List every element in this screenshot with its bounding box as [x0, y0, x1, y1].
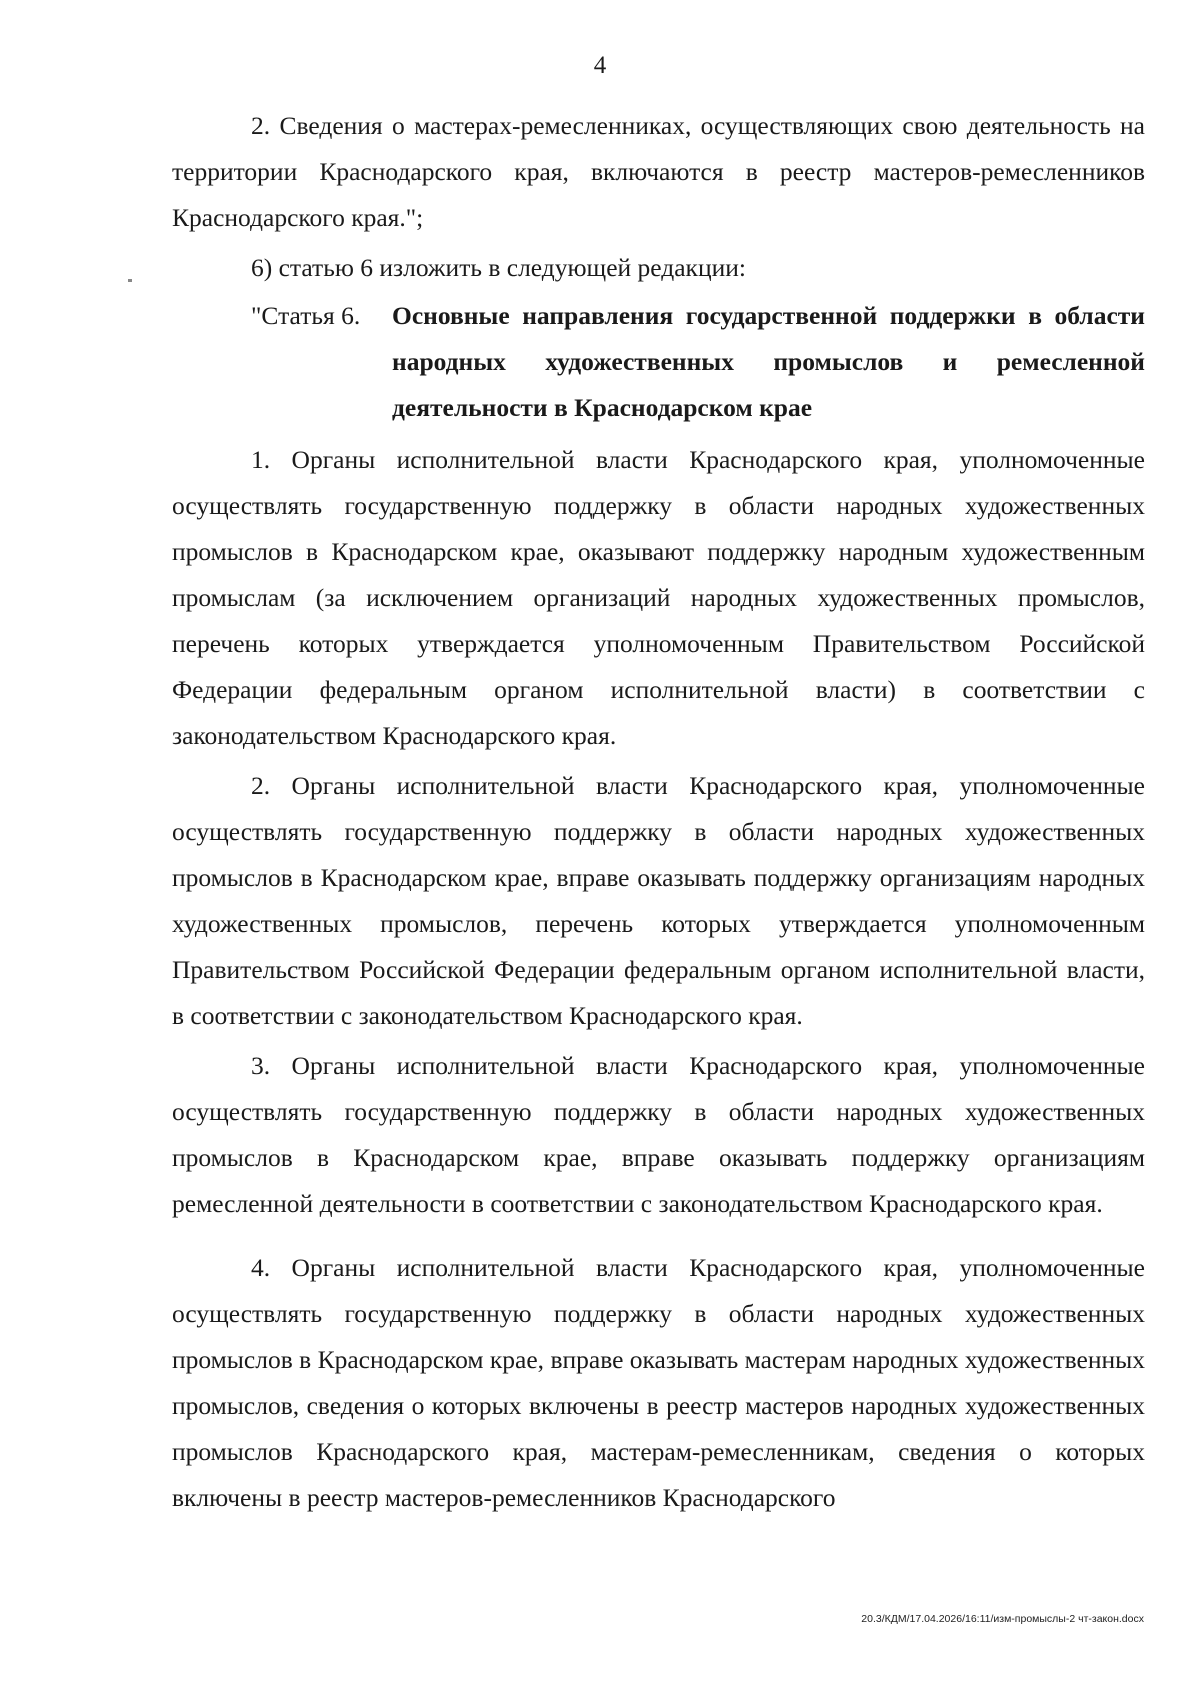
- article-number: "Статья 6.: [251, 301, 361, 330]
- article-paragraph-2: 2. Органы исполнительной власти Краснодарского края, уполномоченные осуществлять государственную поддержку в области народных художественных промыслов в Краснодарском крае, вправе оказывать поддержку организациям народных художественных промыслов, перечень которых утверждается уполномоченным Правительством Российской Федерации федеральным органом исполнительной власти, в соответствии с законодательством Краснодарского края.: [172, 771, 1145, 1030]
- article-paragraph-3: 3. Органы исполнительной власти Краснодарского края, уполномоченные осуществлять государственную поддержку в области народных художественных промыслов в Краснодарском крае, вправе оказывать поддержку организациям ремесленной деятельности в соответствии с законодательством Краснодарского края.: [172, 1051, 1145, 1218]
- paragraph-amendment-6: 6) статью 6 изложить в следующей редакции:: [251, 253, 746, 282]
- document-body: [172, 103, 1145, 1521]
- footer-file-reference: 20.3/КДМ/17.04.2026/16:11/изм-промыслы-2 чт-закон.docx: [861, 1613, 1144, 1625]
- page-number: 4: [593, 52, 607, 79]
- article-paragraph-4: 4. Органы исполнительной власти Краснодарского края, уполномоченные осуществлять государственную поддержку в области народных художественных промыслов в Краснодарском крае, вправе оказывать мастерам народных художественных промыслов, сведения о которых включены в реестр мастеров народных художественных промыслов Краснодарского края, мастерам-ремесленникам, сведения о которых включены в реестр мастеров-ремесленников Краснодарского: [172, 1253, 1145, 1512]
- article-title: Основные направления государственной поддержки в области народных художественных промыслов и ремесленной деятельности в Краснодарском крае: [392, 301, 1145, 422]
- article-paragraph-1: 1. Органы исполнительной власти Краснодарского края, уполномоченные осуществлять государственную поддержку в области народных художественных промыслов в Краснодарском крае, оказывают поддержку народным художественным промыслам (за исключением организаций народных художественных промыслов, перечень которых утверждается уполномоченным Правительством Российской Федерации федеральным органом исполнительной власти) в соответствии с законодательством Краснодарского края.: [172, 445, 1145, 750]
- margin-mark: [128, 279, 132, 282]
- paragraph-intro-2: 2. Сведения о мастерах-ремесленниках, осуществляющих свою деятельность на территории Краснодарского края, включаются в реестр мастеров-ремесленников Краснодарского края.";: [172, 111, 1145, 232]
- article-heading: [172, 291, 1145, 437]
